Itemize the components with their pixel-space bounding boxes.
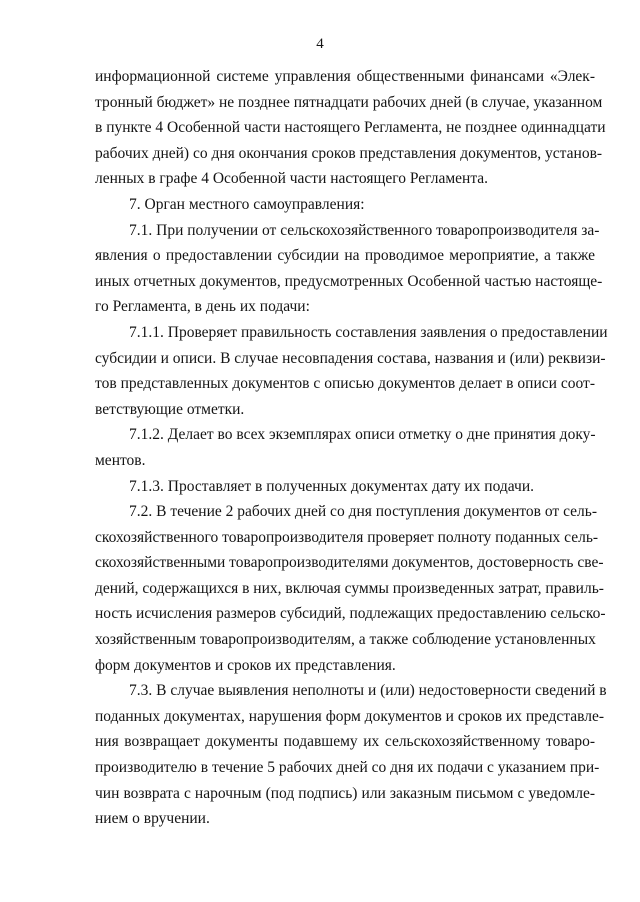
- text-line: иных отчетных документов, предусмотренных Особенной частью настояще-: [95, 272, 603, 290]
- text-line: ментов.: [95, 451, 146, 469]
- paragraph-continuation: [95, 64, 606, 192]
- text-line: в пункте 4 Особенной части настоящего Регламента, не позднее одиннадцати: [95, 119, 606, 137]
- text-line: нием о вручении.: [95, 810, 210, 828]
- paragraph-item-7-2: [95, 499, 606, 678]
- text-line: скохозяйственными товаропроизводителями документов, достоверность све-: [95, 554, 604, 572]
- text-line: производителю в течение 5 рабочих дней со дня их подачи с указанием при-: [95, 759, 600, 777]
- text-line: форм документов и сроков их представления.: [95, 656, 396, 674]
- text-line: тронный бюджет» не позднее пятнадцати рабочих дней (в случае, указанном: [95, 93, 603, 111]
- text-line: 7. Орган местного самоуправления:: [129, 195, 365, 213]
- paragraph-item-7-3: [95, 678, 607, 832]
- text-line: 7.1. При получении от сельскохозяйственного товаропроизводителя за-: [129, 221, 600, 239]
- document-body: [95, 64, 608, 832]
- text-line: ния возвращает документы подавшему их сельскохозяйственному товаро-: [95, 733, 595, 751]
- text-line: чин возврата с нарочным (под подпись) или заказным письмом с уведомле-: [95, 784, 595, 802]
- text-line: информационной системе управления общественными финансами «Элек-: [95, 68, 595, 85]
- text-line: рабочих дней) со дня окончания сроков представления документов, установ-: [95, 144, 603, 162]
- text-line: го Регламента, в день их подачи:: [95, 298, 310, 316]
- text-line: поданных документах, нарушения форм документов и сроков их представле-: [95, 707, 605, 725]
- text-line: ленных в графе 4 Особенной части настоящего Регламента.: [95, 170, 489, 188]
- paragraph-item-7-1: [95, 218, 603, 320]
- text-line: 7.1.3. Проставляет в полученных документах дату их подачи.: [129, 477, 535, 495]
- text-line: тов представленных документов с описью документов делает в описи соот-: [95, 375, 595, 393]
- text-line: 7.1.2. Делает во всех экземплярах описи отметку о дне принятия доку-: [129, 426, 596, 444]
- text-line: 7.1.1. Проверяет правильность составления заявления о предоставлении: [129, 323, 608, 341]
- text-line: хозяйственным товаропроизводителям, а также соблюдение установленных: [95, 631, 596, 649]
- text-line: скохозяйственного товаропроизводителя проверяет полноту поданных сель-: [95, 528, 599, 546]
- text-line: дений, содержащихся в них, включая суммы произведенных затрат, правиль-: [95, 579, 604, 597]
- text-line: явления о предоставлении субсидии на проводимое мероприятие, а также: [95, 247, 595, 265]
- text-line: ветствующие отметки.: [95, 400, 245, 418]
- text-line: 7.3. В случае выявления неполноты и (или) недостоверности сведений в: [129, 682, 607, 700]
- paragraph-item-7-1-3: [95, 474, 595, 500]
- paragraph-item-7-1-2: [95, 422, 595, 473]
- paragraph-item-7: [95, 192, 595, 218]
- text-line: 7.2. В течение 2 рабочих дней со дня поступления документов от сель-: [129, 503, 597, 521]
- text-line: ность исчисления размеров субсидий, подлежащих предоставлению сельско-: [95, 605, 606, 623]
- text-line: субсидии и описи. В случае несовпадения состава, названия и (или) реквизи-: [95, 349, 606, 367]
- page-number: 4: [316, 36, 324, 52]
- paragraph-item-7-1-1: [95, 320, 608, 422]
